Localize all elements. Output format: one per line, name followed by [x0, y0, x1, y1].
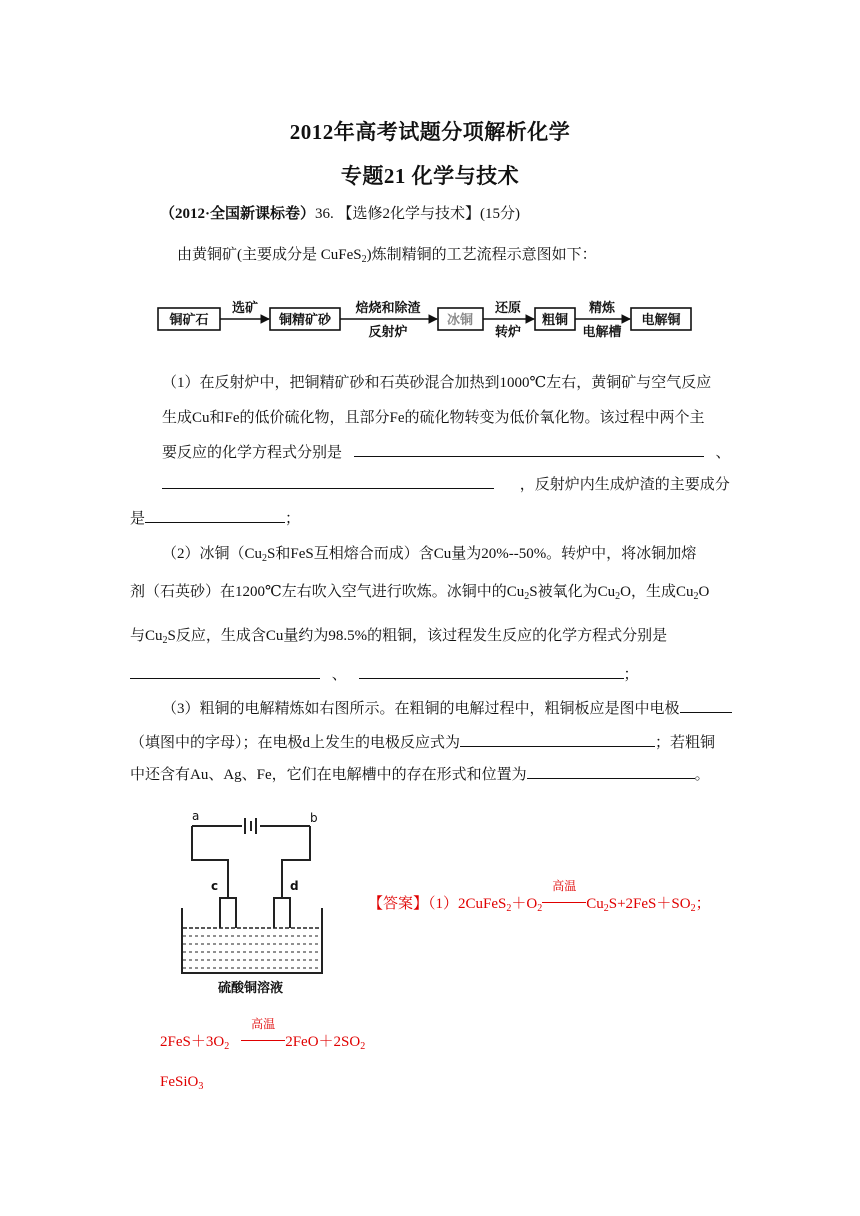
part2-line4	[130, 664, 639, 685]
part2-line2	[130, 582, 709, 602]
page-title: 2012年高考试题分项解析化学	[289, 120, 571, 144]
part1-line3	[162, 442, 731, 463]
text: O，生成Cu	[620, 584, 694, 600]
flow-step-above: 还原	[494, 301, 522, 316]
part3-line2-text: （填图中的字母）；在电极d上发生的电极反应式为	[130, 735, 461, 751]
separator: 、	[715, 445, 731, 461]
question-header	[160, 204, 520, 224]
answer-blank[interactable]	[527, 764, 695, 779]
question-score: (15分)	[480, 206, 521, 222]
answer-line1	[368, 879, 711, 914]
part3-line3-text: 中还含有Au、Ag、Fe，它们在电解槽中的存在形式和位置为	[130, 767, 527, 783]
part3-line1	[162, 698, 732, 719]
text: 2FeS＋3O	[160, 1034, 225, 1050]
period: 。	[694, 767, 710, 783]
text: ＋O	[511, 896, 538, 912]
intro-text: 由黄铜矿(主要成分是 CuFeS	[177, 247, 362, 263]
flow-step-below: 反射炉	[368, 325, 408, 340]
subscript: 2	[690, 903, 696, 914]
label-d: d	[290, 879, 299, 893]
flow-node-matte: 冰铜	[446, 313, 474, 328]
text: 剂（石英砂）在1200℃左右吹入空气进行吹炼。冰铜中的Cu	[130, 584, 525, 600]
subscript: 2	[262, 553, 268, 564]
subscript: 2	[615, 591, 621, 602]
answer-line2	[160, 1017, 366, 1052]
intro-subscript: 2	[361, 254, 367, 265]
semicolon: ；	[623, 667, 639, 683]
part2-line1	[162, 544, 696, 564]
text: S+2FeS＋SO	[608, 896, 691, 912]
answer-blank[interactable]	[359, 664, 624, 679]
text: Cu	[586, 896, 604, 912]
electrolysis-cell-diagram	[170, 808, 340, 998]
subscript: 2	[537, 903, 543, 914]
flow-node-refined-copper: 电解铜	[641, 313, 681, 328]
text: 与Cu	[130, 628, 163, 644]
subscript: 2	[162, 635, 168, 646]
subscript: 2	[603, 903, 609, 914]
part3-line2-end: ；若粗铜	[655, 735, 716, 751]
question-number: 36.	[315, 206, 334, 222]
answer-blank[interactable]	[130, 664, 320, 679]
intro-text-end: )炼制精铜的工艺流程示意图如下：	[366, 247, 597, 263]
label-a: a	[192, 809, 200, 823]
text: S被氧化为Cu	[529, 584, 616, 600]
part3-line3	[130, 764, 710, 785]
flow-step-below: 转炉	[494, 325, 522, 340]
text: S反应，生成含Cu量约为98.5%的粗铜，该过程发生反应的化学方程式分别是	[167, 628, 668, 644]
part2-line3	[130, 626, 667, 646]
wire	[192, 826, 228, 898]
flow-step-above: 焙烧和除渣	[355, 301, 421, 316]
label-c: c	[211, 879, 219, 893]
part1-line4	[162, 474, 730, 495]
flow-node-ore: 铜矿石	[169, 313, 209, 328]
part1-line4-text: ，反射炉内生成炉渣的主要成分	[519, 477, 730, 493]
part1-line1: （1）在反射炉中，把铜精矿砂和石英砂混合加热到1000℃左右，黄铜矿与空气反应	[162, 375, 712, 391]
flow-step-above: 精炼	[588, 301, 616, 316]
answer-tag: 【答案】	[368, 896, 429, 912]
condition-text: 高温	[251, 1017, 276, 1031]
condition-text: 高温	[552, 879, 577, 893]
subscript: 2	[506, 903, 512, 914]
text: 2FeO＋2SO	[285, 1034, 361, 1050]
part1-line3-text: 要反应的化学方程式分别是	[162, 445, 343, 461]
text: （1）2CuFeS	[428, 896, 507, 912]
text: S和FeS互相熔合而成）含Cu量为20%--50%。转炉中，将冰铜加熔	[267, 546, 697, 562]
text: O	[698, 584, 710, 600]
subscript: 2	[224, 1041, 230, 1052]
answer-blank[interactable]	[460, 732, 655, 747]
part1-line2: 生成Cu和Fe的低价硫化物，且部分Fe的硫化物转变为低价氧化物。该过程中两个主	[162, 410, 705, 426]
subscript: 2	[693, 591, 699, 602]
question-source: （2012·全国新课标卷）	[160, 206, 316, 222]
text: ；	[695, 896, 711, 912]
flow-step-above: 选矿	[231, 301, 259, 316]
semicolon: ；	[285, 511, 301, 527]
part1-line5-text: 是	[130, 511, 146, 527]
solution-label: 硫酸铜溶液	[218, 981, 284, 996]
part3-line2	[130, 732, 715, 753]
question-intro	[177, 245, 597, 265]
flow-node-crude-copper: 粗铜	[541, 313, 569, 328]
flow-node-concentrate: 铜精矿砂	[278, 313, 332, 328]
flow-step-below: 电解槽	[582, 325, 622, 340]
part1-line5	[130, 508, 300, 529]
subscript: 2	[524, 591, 530, 602]
reaction-condition	[241, 1017, 285, 1052]
separator: 、	[331, 667, 347, 683]
subscript: 2	[360, 1041, 366, 1052]
answer-blank[interactable]	[162, 474, 494, 489]
reaction-condition	[542, 879, 586, 914]
answer-blank[interactable]	[680, 698, 732, 713]
process-flow-diagram	[155, 290, 700, 348]
solution-fill	[183, 928, 321, 972]
text: FeSiO	[160, 1074, 199, 1090]
subscript: 3	[198, 1081, 204, 1092]
part3-line1-text: （3）粗铜的电解精炼如右图所示。在粗铜的电解过程中，粗铜板应是图中电极	[162, 701, 680, 717]
question-section: 【选修2化学与技术】	[337, 206, 481, 222]
text: （2）冰铜（Cu	[162, 546, 263, 562]
answer-blank[interactable]	[354, 442, 704, 457]
page-subtitle: 专题21 化学与技术	[340, 164, 520, 188]
answer-line3	[160, 1072, 203, 1092]
answer-blank[interactable]	[145, 508, 285, 523]
label-b: b	[310, 811, 318, 825]
